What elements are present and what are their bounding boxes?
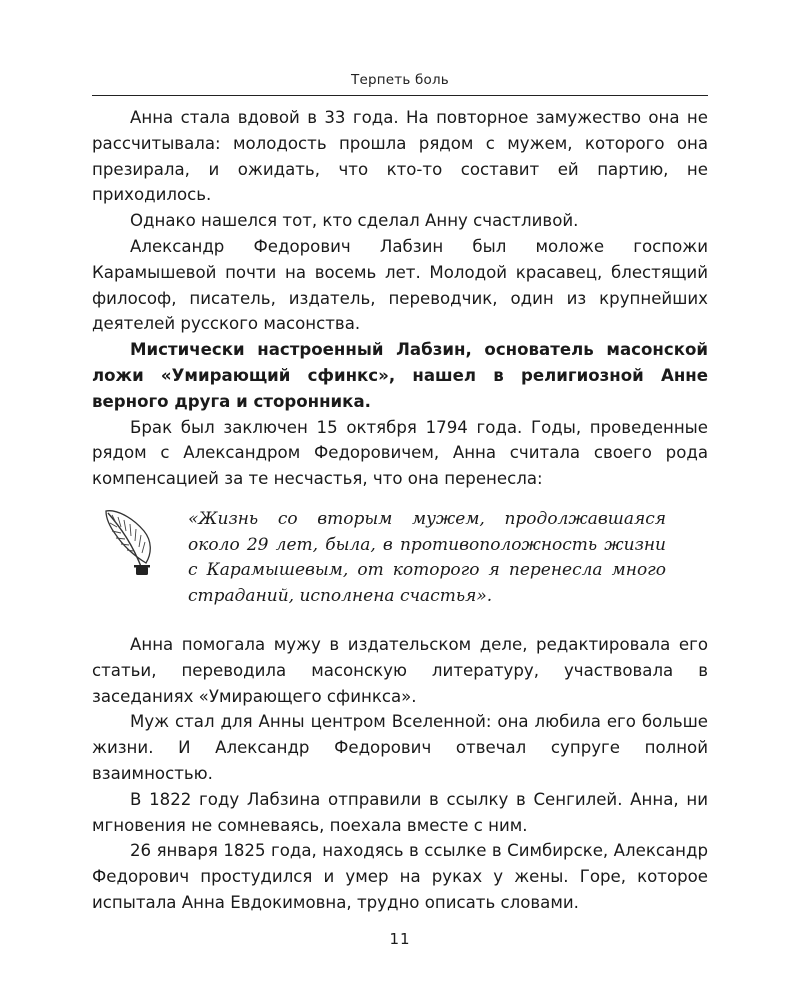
paragraph: Брак был заключен 15 октября 1794 года. Годы, проведенные рядом с Александром Федоровичем, Анна считала своего рода компенсацией за те несчастья, что она перенесла: bbox=[92, 417, 708, 489]
running-header-title: Терпеть боль bbox=[351, 72, 449, 88]
bold-paragraph: Мистически настроенный Лабзин, основатель масонской ложи «Умирающий сфинкс», нашел в религиозной Анне верного друга и сторонника. bbox=[92, 340, 708, 411]
paragraph: Муж стал для Анны центром Вселенной: она любила его больше жизни. И Александр Федорович отвечал супруге полной взаимностью. bbox=[92, 712, 708, 783]
paragraph: Однако нашелся тот, кто сделал Анну счастливой. bbox=[130, 211, 579, 231]
page-number: 11 bbox=[389, 930, 411, 948]
body-text-bottom bbox=[92, 632, 708, 916]
quill-pen-icon bbox=[102, 507, 158, 579]
quote-text: «Жизнь со вторым мужем, продолжавшаяся около 29 лет, была, в противоположность жизни с Карамышевым, от которого я перенесла много страданий, исполнена счастья». bbox=[188, 509, 666, 606]
paragraph: Анна стала вдовой в 33 года. На повторное замужество она не рассчитывала: молодость прошла рядом с мужем, которого она презирала, и ожидать, что кто-то составит ей партию, не приходилось. bbox=[92, 108, 708, 205]
paragraph: В 1822 году Лабзина отправили в ссылку в Сенгилей. Анна, ни мгновения не сомневаясь, поехала вместе с ним. bbox=[92, 789, 708, 835]
header-rule bbox=[92, 95, 708, 96]
quote-block bbox=[92, 507, 708, 611]
paragraph: 26 января 1825 года, находясь в ссылке в Симбирске, Александр Федорович простудился и умер на руках у жены. Горе, которое испытала Анна Евдокимовна, трудно описать словами. bbox=[92, 841, 708, 912]
paragraph: Александр Федорович Лабзин был моложе госпожи Карамышевой почти на восемь лет. Молодой красавец, блестящий философ, писатель, издатель, переводчик, один из крупнейших деятелей русского масонства. bbox=[92, 236, 708, 334]
body-text-top bbox=[92, 105, 708, 492]
paragraph: Анна помогала мужу в издательском деле, редактировала его статьи, переводила масонскую литературу, участвовала в заседаниях «Умирающего сфинкса». bbox=[92, 635, 708, 706]
